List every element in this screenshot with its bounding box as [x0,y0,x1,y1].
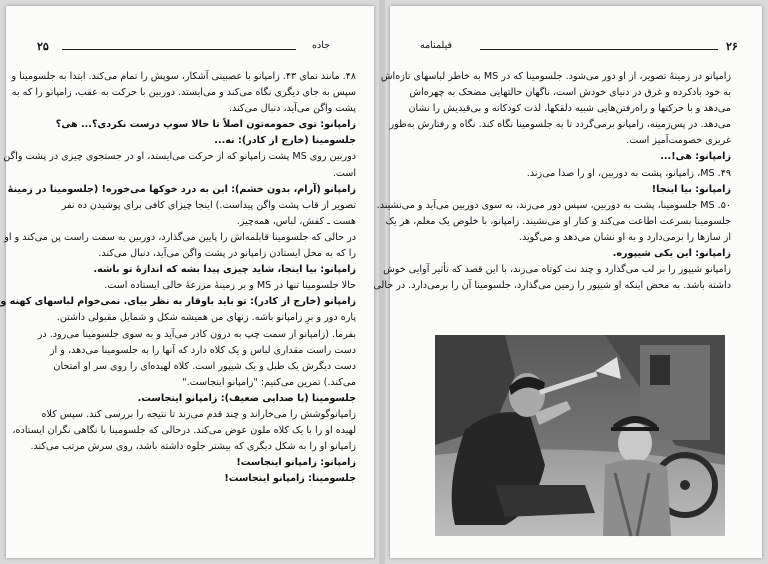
text-line: در حالی که جلسومینا قابلمه‌اش را پایین می‌گذارد، دوربین به سمت راست پن می‌کند و او [4,231,356,243]
text-line: زامپانو: بیا اینجا، شاید چیزی پیدا بشه که اندازهٔ تو باشه. [93,264,356,276]
film-still-photo [435,335,725,536]
text-line: دست دیگرش یک طبل و یک شیپور است. کلاه لهیده‌ای را روی سر او امتحان [53,360,356,372]
text-line: پشت واگن می‌آید، دنبال می‌کند. [228,103,356,115]
text-line: می‌دهد. در پس‌زمینه، زامپانو برمی‌گردد تا به جلسومینا نگاه کند. نگاه و رفتارش به‌طور [389,119,731,131]
text-line: ۵۰. MS جلسومینا، پشت به دوربین، سپس دور می‌زند، به سوی دوربین می‌آید و می‌نشیند. [376,199,731,211]
text-line: هست ـ کفش، لباس، همه‌چیز. [236,215,356,227]
text-line: جلسومینا (خارج از کادر): نه... [214,135,356,147]
text-line: پاره دور و برِ زامپانو باشه. زنهای من همیشه شکل و شمایل مقبولی داشتن. [56,312,356,324]
text-line: زامپانو: زامپانو اینجاست! [236,457,356,469]
text-line: زامپانو در زمینهٔ تصویر، از او دور می‌شود. جلسومینا که در MS به خاطر لباسهای تازه‌اش [380,71,731,82]
text-line: زامپانو (آرام، بدون خشم): این به درد خوکها می‌خوره! (جلسومینا در زمینهٔ [7,183,356,195]
right-page [373,6,762,558]
text-line: زامپانو شیپور را بر لب می‌گذارد و چند نت کوتاه می‌زند، با این قصد که تأثیر آوایی خوش [383,264,731,276]
right-page-header [390,40,762,56]
text-line: زامپانوگوشش را می‌خاراند و چند قدم می‌زند تا نتیجه را بررسی کند. سپس کلاه [41,408,356,420]
text-line: حالا جلسومینا تنها در MS و بر زمینهٔ مزرعهٔ خالی ایستاده است. [104,280,356,292]
text-line: داشته باشد. به محض اینکه او شیپور را زمین می‌گذارد، جلسومینا آن را برمی‌دارد. در حالی [373,280,731,292]
text-line: به خود بادکرده و غرق در دنیای خودش است، ناگهان حالتهایی مضحک به چهره‌اش [409,87,731,99]
text-line: بفرما. (زامپانو از سمت چپ به درون کادر می‌آید و به سوی جلسومینا می‌رود. در [37,328,356,340]
text-line: لهیده او را با یک کلاه ملون عوض می‌کند. درحالی که جلسومینا با نگاهی نگران ایستاده، [12,425,356,437]
running-title: جاده [312,40,330,51]
left-page-text [0,69,356,487]
header-rule [62,49,296,50]
text-line: می‌دهد و با حرکتها و راه‌رفتن‌هایی شبیه دلقکها، لذت کودکانه و بی‌قیدیش را نشان [408,103,731,115]
text-line: غریزی خصومت‌آمیز است. [626,135,731,147]
text-line: دوربین روی MS پشت زامپانو که از حرکت می‌ایستد، او در جستجوی چیزی در پشت واگن [3,151,356,163]
left-page-header [6,40,374,56]
text-line: را که به محل ایستادن زامپانو در پشت واگن می‌آید، دنبال می‌کند. [98,248,356,260]
page-number: ۲۶ [726,40,738,53]
text-line: زامپانو او را به شکل دیگری که بیشتر جلوه داشته باشد، روی سرش مرتب می‌کند. [30,441,356,453]
text-line: تصویر از قاب پشت واگن پیداست.) اینجا چیزای کافی برای پوشیدن ده نفر [61,199,356,211]
text-line: از سازها را برمی‌دارد و به او نشان می‌دهد و می‌گوید. [518,231,731,243]
text-line: دست راست مقداری لباس و یک کلاه دارد که آنها را به جلسومینا می‌دهد، و از [49,344,356,356]
film-still-image [435,335,725,536]
text-line: زامپانو: هی!... [660,151,731,163]
right-page-text [373,69,731,294]
page-number: ۲۵ [37,40,49,53]
text-line: ۴۸. مانند نمای ۴۳. زامپانو با عصبیتی آشکار، سوپش را تمام می‌کند. ابتدا به جلسومینا و [11,71,356,82]
text-line: است. [332,167,356,179]
left-page [0,6,374,558]
text-line: زامپانو: توی حمومه‌تون اصلاً تا حالا سوپ درست نکردی؟... هی؟ [55,119,356,131]
text-line: می‌کند.) تمرین می‌کنیم: "زامپانو اینجاست." [182,376,356,388]
text-line: زامپانو (خارج از کادر): تو باید باوقار به نظر بیای. نمی‌خوام لباسهای کهنه و [0,296,356,308]
text-line: جلسومینا بسرعت اطاعت می‌کند و کنار او می‌نشیند. زامپانو، با خلوص یک معلم، هر یک [385,215,731,227]
text-line: سپس به جای دیگری نگاه می‌کند و می‌ایستد. دوربین با حرکت به عقب، زامپانو را که به [11,87,356,99]
text-line: ۴۹. MS، زامپانو، پشت به دوربین، او را صدا می‌زند. [526,167,731,179]
text-line: جلسومینا: زامپانو اینجاست! [224,473,356,485]
header-rule [480,49,718,50]
text-line: جلسومینا (با صدایی ضعیف): زامپانو اینجاست. [137,392,356,404]
text-line: زامپانو: این یکی شیپوره. [612,248,731,260]
running-title: فیلمنامه [420,40,452,51]
text-line: زامپانو: بیا اینجا! [651,183,731,195]
